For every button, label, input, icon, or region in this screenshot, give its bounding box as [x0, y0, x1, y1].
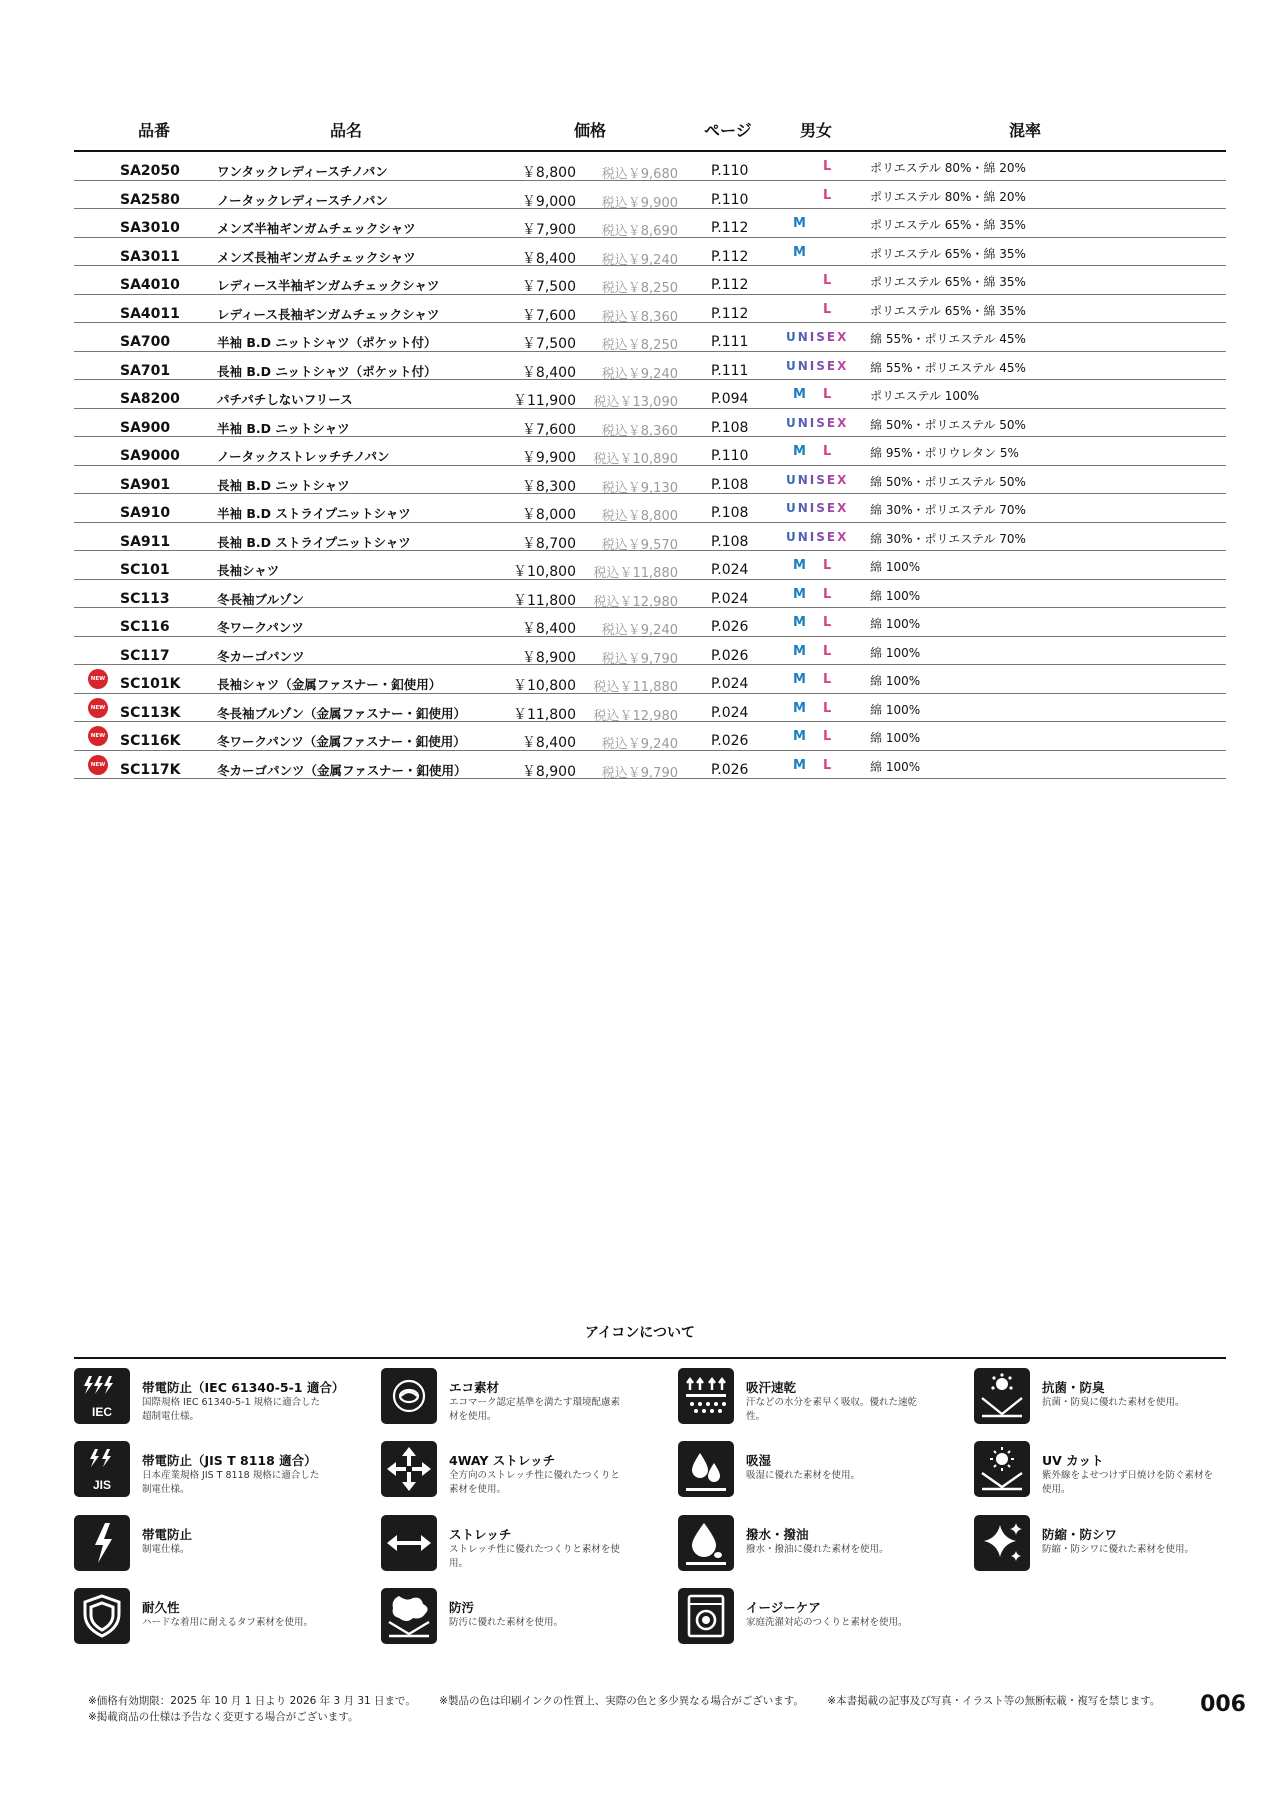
- product-material: 綿 50%・ポリエステル 50%: [870, 474, 1026, 489]
- product-name: メンズ半袖ギンガムチェックシャツ: [217, 221, 416, 236]
- male-label: M: [793, 216, 806, 231]
- female-label: L: [823, 672, 832, 687]
- male-label: M: [793, 672, 806, 687]
- table-row: [74, 494, 1226, 523]
- product-table: [74, 112, 1226, 779]
- legend-item: [678, 1441, 968, 1501]
- legend-item: [381, 1441, 671, 1501]
- female-label: L: [823, 159, 832, 174]
- product-page: P.111: [711, 334, 749, 350]
- product-name: 長袖シャツ（金属ファスナー・釦使用）: [217, 677, 442, 692]
- legend-item-desc: 防汚に優れた素材を使用。: [449, 1617, 564, 1628]
- female-label: L: [823, 301, 832, 317]
- product-name: 冬カーゴパンツ: [217, 648, 305, 664]
- product-page: P.108: [711, 533, 749, 550]
- product-price-tax: 税込￥9,680: [601, 167, 678, 182]
- product-price-tax: 税込￥9,130: [601, 480, 678, 496]
- product-code: SA700: [120, 334, 171, 350]
- product-material: ポリエステル 65%・綿 35%: [870, 246, 1026, 261]
- product-code: SC117K: [120, 761, 181, 778]
- new-badge: NEW: [88, 669, 108, 689]
- product-page: P.026: [711, 733, 749, 749]
- header-material: 混率: [1009, 121, 1042, 140]
- product-code: SA901: [120, 476, 171, 493]
- product-name: 長袖 B.D ストライプニットシャツ: [217, 534, 411, 550]
- table-row: [74, 266, 1226, 295]
- product-price: ￥8,400: [521, 735, 576, 751]
- product-material: 綿 100%: [870, 560, 921, 574]
- table-row: [74, 152, 1226, 181]
- legend-item: [74, 1515, 364, 1575]
- product-code: SC117: [120, 647, 170, 664]
- legend-item: [678, 1368, 968, 1428]
- product-code: SC116K: [120, 733, 181, 749]
- product-price-tax: 税込￥11,880: [593, 680, 678, 695]
- product-material: 綿 30%・ポリエステル 70%: [870, 531, 1026, 546]
- product-price-tax: 税込￥10,890: [593, 452, 678, 467]
- legend-item-desc: 家庭洗濯対応のつくりと素材を使用。: [746, 1617, 908, 1628]
- product-code: SC113: [120, 590, 170, 607]
- female-label: L: [823, 615, 832, 630]
- product-code: SA2050: [120, 163, 180, 179]
- product-price-tax: 税込￥9,790: [601, 765, 678, 781]
- product-price: ￥8,300: [521, 478, 576, 495]
- product-material: 綿 100%: [870, 645, 921, 660]
- header-price: 価格: [574, 121, 607, 140]
- footer-note-color: ※製品の色は印刷インクの性質上、実際の色と多少異なる場合がございます。: [439, 1695, 804, 1707]
- male-label: M: [793, 444, 806, 459]
- product-page: P.110: [711, 163, 749, 179]
- new-badge: NEW: [88, 755, 108, 775]
- legend-item-title: 防縮・防シワ: [1042, 1527, 1118, 1542]
- footer-notes: [88, 1693, 1188, 1725]
- legend-item-title: 撥水・撥油: [746, 1527, 809, 1542]
- legend-item: [974, 1368, 1264, 1428]
- new-badge: NEW: [88, 698, 108, 718]
- legend-item: [974, 1515, 1264, 1575]
- table-row: [74, 551, 1226, 580]
- durability-icon: [74, 1588, 130, 1644]
- product-code: SA701: [120, 362, 171, 379]
- antistatic-iec-icon: [74, 1368, 130, 1424]
- legend-item-title: 抗菌・防臭: [1042, 1380, 1105, 1395]
- product-price: ￥10,800: [513, 564, 576, 580]
- table-row: [74, 380, 1226, 409]
- header-name: 品名: [330, 121, 363, 140]
- legend-item-desc: ストレッチ性に優れたつくりと素材を使用。: [449, 1544, 620, 1569]
- product-price-tax: 税込￥9,240: [601, 252, 678, 268]
- legend-item-desc: エコマーク認定基準を満たす環境配慮素材を使用。: [449, 1397, 621, 1422]
- legend-item-title: 吸汗速乾: [746, 1380, 797, 1395]
- male-label: M: [793, 586, 806, 602]
- product-price: ￥9,900: [521, 450, 576, 466]
- product-price-tax: 税込￥8,360: [601, 309, 678, 325]
- icon-badge-text: JIS: [92, 1478, 112, 1492]
- product-code: SA8200: [120, 391, 180, 407]
- legend-item: [74, 1368, 364, 1428]
- unisex-label: UNISEX: [786, 501, 849, 515]
- product-name: ワンタックレディースチノパン: [217, 164, 388, 179]
- new-badge: NEW: [88, 726, 108, 746]
- legend-title: アイコンについて: [585, 1325, 695, 1341]
- product-code: SA2580: [120, 191, 180, 208]
- product-material: 綿 55%・ポリエステル 45%: [870, 332, 1026, 346]
- female-label: L: [823, 729, 832, 744]
- antibacterial-deodorant-icon: [974, 1368, 1030, 1424]
- table-header: [74, 112, 1226, 152]
- antistatic-icon: [74, 1515, 130, 1571]
- product-material: ポリエステル 100%: [870, 389, 980, 403]
- product-page: P.111: [711, 362, 749, 379]
- product-price-tax: 税込￥8,690: [601, 224, 678, 239]
- product-name: 長袖 B.D ニットシャツ（ポケット付）: [217, 363, 437, 379]
- male-label: M: [793, 558, 806, 573]
- table-row: [74, 209, 1226, 238]
- male-label: M: [793, 615, 806, 630]
- product-price-tax: 税込￥9,900: [601, 195, 678, 211]
- header-gender: 男女: [800, 121, 833, 140]
- legend-item: [381, 1588, 671, 1648]
- legend-item-desc: 国際規格 IEC 61340-5-1 規格に適合した超制電仕様。: [142, 1397, 321, 1422]
- unisex-label: UNISEX: [786, 529, 849, 544]
- water-oil-repellent-icon: [678, 1515, 734, 1571]
- product-page: P.108: [711, 505, 749, 521]
- male-label: M: [793, 757, 806, 773]
- product-price: ￥8,900: [521, 763, 576, 780]
- female-label: L: [823, 643, 832, 659]
- product-price: ￥7,500: [521, 336, 576, 352]
- footer-note-copyright: ※本書掲載の記事及び写真・イラスト等の無断転載・複写を禁じます。: [827, 1695, 1161, 1707]
- product-code: SA911: [120, 533, 171, 550]
- product-page: P.024: [711, 704, 749, 721]
- product-name: メンズ長袖ギンガムチェックシャツ: [217, 249, 416, 265]
- product-material: ポリエステル 65%・綿 35%: [870, 303, 1026, 318]
- product-name: レディース長袖ギンガムチェックシャツ: [217, 306, 440, 322]
- product-price: ￥7,600: [521, 421, 576, 438]
- legend-item-title: 吸湿: [746, 1453, 772, 1468]
- product-name: ノータックストレッチチノパン: [217, 449, 390, 464]
- product-name: 冬長袖ブルゾン: [217, 591, 305, 607]
- legend-item-desc: 吸湿に優れた素材を使用。: [746, 1470, 861, 1481]
- product-material: 綿 30%・ポリエステル 70%: [870, 503, 1026, 517]
- legend-item: [74, 1441, 364, 1501]
- product-material: 綿 100%: [870, 731, 921, 745]
- product-page: P.112: [711, 220, 749, 236]
- product-price: ￥10,800: [513, 678, 576, 694]
- legend-item: [381, 1515, 671, 1575]
- male-label: M: [793, 700, 806, 716]
- legend-item-desc: 全方向のストレッチ性に優れたつくりと素材を使用。: [449, 1470, 620, 1495]
- legend-item-desc: 紫外線をよせつけず日焼けを防ぐ素材を使用。: [1042, 1470, 1214, 1495]
- male-label: M: [793, 729, 806, 744]
- table-row: [74, 637, 1226, 666]
- legend-item: [678, 1588, 968, 1648]
- product-price: ￥11,800: [513, 706, 576, 723]
- unisex-label: UNISEX: [786, 330, 849, 344]
- product-price: ￥11,800: [513, 592, 576, 609]
- table-row: [74, 295, 1226, 324]
- stain-resist-icon: [381, 1588, 437, 1644]
- product-material: ポリエステル 65%・綿 35%: [870, 275, 1026, 289]
- product-page: P.094: [711, 391, 749, 407]
- table-row: [74, 466, 1226, 495]
- moisture-absorb-icon: [678, 1441, 734, 1497]
- product-name: 冬長袖ブルゾン（金属ファスナー・釦使用）: [217, 705, 467, 721]
- female-label: L: [823, 187, 832, 203]
- product-price: ￥8,900: [521, 649, 576, 666]
- legend-item-title: 帯電防止: [142, 1527, 193, 1542]
- 4way-stretch-icon: [381, 1441, 437, 1497]
- table-row: [74, 323, 1226, 352]
- product-code: SA900: [120, 419, 171, 436]
- product-material: 綿 100%: [870, 759, 921, 774]
- product-name: 冬カーゴパンツ（金属ファスナー・釦使用）: [217, 762, 467, 778]
- product-name: 冬ワークパンツ: [217, 620, 304, 635]
- legend-item: [74, 1588, 364, 1648]
- wrinkle-shrink-resist-icon: [974, 1515, 1030, 1571]
- product-price-tax: 税込￥8,360: [601, 423, 678, 439]
- legend-item: [381, 1368, 671, 1428]
- table-row: [74, 352, 1226, 381]
- product-page: P.024: [711, 676, 749, 692]
- header-page: ページ: [704, 121, 752, 140]
- unisex-label: UNISEX: [786, 415, 849, 430]
- table-row: [74, 608, 1226, 637]
- legend-item-title: 耐久性: [142, 1600, 180, 1615]
- table-body: [74, 152, 1226, 779]
- table-row: [74, 523, 1226, 552]
- product-material: ポリエステル 80%・綿 20%: [870, 161, 1026, 175]
- product-price: ￥7,600: [521, 307, 576, 324]
- product-price: ￥8,400: [521, 364, 576, 381]
- unisex-label: UNISEX: [786, 358, 849, 373]
- product-name: パチパチしないフリース: [217, 392, 353, 407]
- product-price: ￥8,000: [521, 507, 576, 523]
- product-page: P.108: [711, 419, 749, 436]
- product-page: P.026: [711, 647, 749, 664]
- product-material: 綿 95%・ポリウレタン 5%: [870, 446, 1019, 460]
- product-material: 綿 55%・ポリエステル 45%: [870, 360, 1026, 375]
- product-page: P.112: [711, 277, 749, 293]
- product-price-tax: 税込￥11,880: [593, 566, 678, 581]
- product-price-tax: 税込￥13,090: [593, 395, 678, 410]
- legend-item: [974, 1441, 1264, 1501]
- legend-item-desc: 制電仕様。: [142, 1544, 190, 1555]
- product-name: 半袖 B.D ニットシャツ（ポケット付）: [217, 335, 437, 350]
- legend-item-title: 帯電防止（JIS T 8118 適合）: [142, 1453, 317, 1468]
- legend-divider: [74, 1357, 1226, 1359]
- product-page: P.108: [711, 476, 749, 493]
- product-page: P.110: [711, 191, 749, 208]
- product-name: レディース半袖ギンガムチェックシャツ: [217, 278, 440, 293]
- product-code: SC101K: [120, 676, 181, 692]
- product-price: ￥8,400: [521, 621, 576, 637]
- product-name: ノータックレディースチノパン: [217, 192, 388, 208]
- product-price-tax: 税込￥9,790: [601, 651, 678, 667]
- table-row: [74, 694, 1226, 723]
- table-row: [74, 722, 1226, 751]
- sweat-absorb-dry-icon: [678, 1368, 734, 1424]
- product-price-tax: 税込￥9,240: [601, 623, 678, 638]
- product-code: SA4010: [120, 277, 180, 293]
- product-page: P.112: [711, 248, 749, 265]
- product-material: 綿 50%・ポリエステル 50%: [870, 417, 1026, 432]
- product-name: 長袖シャツ: [217, 563, 280, 578]
- table-row: [74, 181, 1226, 210]
- female-label: L: [823, 558, 832, 573]
- product-price-tax: 税込￥9,570: [601, 537, 678, 553]
- table-row: [74, 437, 1226, 466]
- icon-badge-text: IEC: [91, 1405, 113, 1419]
- legend-item-title: イージーケア: [746, 1600, 821, 1615]
- male-label: M: [793, 387, 806, 402]
- header-code: 品番: [138, 121, 171, 140]
- product-price: ￥8,800: [521, 165, 576, 181]
- product-price-tax: 税込￥8,250: [601, 338, 678, 353]
- table-row: [74, 409, 1226, 438]
- female-label: L: [823, 444, 832, 459]
- product-page: P.112: [711, 305, 749, 322]
- product-code: SA3010: [120, 220, 180, 236]
- product-price-tax: 税込￥12,980: [593, 594, 678, 610]
- product-price-tax: 税込￥12,980: [593, 708, 678, 724]
- product-name: 冬ワークパンツ（金属ファスナー・釦使用）: [217, 734, 466, 749]
- legend-item-title: 4WAY ストレッチ: [449, 1453, 556, 1468]
- product-price-tax: 税込￥9,240: [601, 737, 678, 752]
- legend-item-desc: ハードな着用に耐えるタフ素材を使用。: [142, 1617, 314, 1628]
- eco-material-icon: [381, 1368, 437, 1424]
- legend-item-desc: 防縮・防シワに優れた素材を使用。: [1042, 1544, 1195, 1555]
- uv-cut-icon: [974, 1441, 1030, 1497]
- female-label: L: [823, 757, 832, 773]
- product-price: ￥8,700: [521, 535, 576, 552]
- product-code: SC113K: [120, 704, 181, 721]
- product-page: P.026: [711, 761, 749, 778]
- product-price: ￥7,900: [521, 222, 576, 238]
- footer-note-spec-change: ※掲載商品の仕様は予告なく変更する場合がございます。: [88, 1711, 359, 1723]
- product-material: 綿 100%: [870, 588, 921, 603]
- legend-item-title: エコ素材: [449, 1380, 500, 1395]
- footer-note-price-validity: ※価格有効期限：2025 年 10 月 1 日より 2026 年 3 月 31 日まで。: [88, 1695, 416, 1707]
- product-code: SA4011: [120, 305, 180, 322]
- product-code: SC116: [120, 619, 170, 635]
- legend-item-desc: 撥水・撥油に優れた素材を使用。: [746, 1544, 889, 1555]
- antistatic-jis-icon: [74, 1441, 130, 1497]
- legend-item-desc: 日本産業規格 JIS T 8118 規格に適合した制電仕様。: [142, 1470, 320, 1495]
- product-price: ￥11,900: [513, 393, 576, 409]
- product-name: 半袖 B.D ストライプニットシャツ: [217, 506, 411, 521]
- product-code: SA3011: [120, 248, 180, 265]
- product-price-tax: 税込￥8,800: [601, 509, 678, 524]
- easy-care-icon: [678, 1588, 734, 1644]
- product-material: ポリエステル 80%・綿 20%: [870, 189, 1026, 204]
- product-price: ￥9,000: [521, 193, 576, 210]
- table-row: [74, 751, 1226, 780]
- table-row: [74, 665, 1226, 694]
- legend-item-title: 防汚: [449, 1600, 475, 1615]
- unisex-label: UNISEX: [786, 472, 849, 487]
- male-label: M: [793, 643, 806, 659]
- female-label: L: [823, 387, 832, 402]
- product-price-tax: 税込￥8,250: [601, 281, 678, 296]
- product-price: ￥7,500: [521, 279, 576, 295]
- legend-item-title: ストレッチ: [449, 1527, 512, 1542]
- product-code: SA9000: [120, 448, 180, 464]
- male-label: M: [793, 244, 806, 260]
- product-page: P.110: [711, 448, 749, 464]
- female-label: L: [823, 273, 832, 288]
- product-material: 綿 100%: [870, 674, 921, 688]
- table-row: [74, 238, 1226, 267]
- table-row: [74, 580, 1226, 609]
- product-page: P.024: [711, 562, 749, 578]
- page-number: 006: [1200, 1692, 1246, 1717]
- product-name: 長袖 B.D ニットシャツ: [217, 477, 350, 493]
- product-page: P.026: [711, 619, 749, 635]
- product-code: SA910: [120, 505, 171, 521]
- legend-item: [678, 1515, 968, 1575]
- product-code: SC101: [120, 562, 170, 578]
- product-name: 半袖 B.D ニットシャツ: [217, 420, 350, 436]
- product-material: 綿 100%: [870, 702, 921, 717]
- female-label: L: [823, 700, 832, 716]
- product-material: ポリエステル 65%・綿 35%: [870, 218, 1026, 232]
- product-page: P.024: [711, 590, 749, 607]
- product-material: 綿 100%: [870, 617, 921, 631]
- female-label: L: [823, 586, 832, 602]
- legend-item-title: 帯電防止（IEC 61340-5-1 適合）: [142, 1380, 345, 1395]
- legend-item-title: UV カット: [1042, 1453, 1104, 1468]
- stretch-icon: [381, 1515, 437, 1571]
- product-price: ￥8,400: [521, 250, 576, 267]
- product-price-tax: 税込￥9,240: [601, 366, 678, 382]
- legend-item-desc: 汗などの水分を素早く吸収。優れた速乾性。: [746, 1397, 918, 1422]
- legend-item-desc: 抗菌・防臭に優れた素材を使用。: [1042, 1397, 1185, 1408]
